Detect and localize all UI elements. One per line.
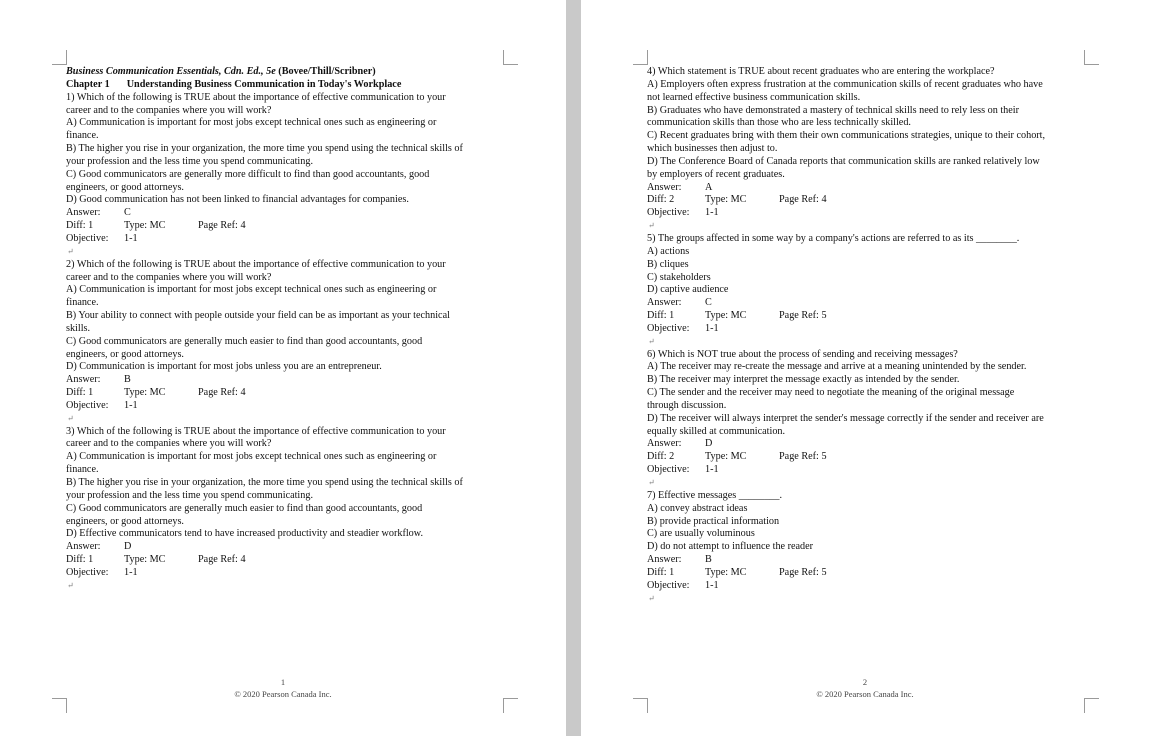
empty-paragraph	[66, 580, 516, 593]
diff-label: Diff:	[66, 387, 86, 399]
paragraph-mark-icon: ↵	[648, 221, 655, 231]
question-list	[647, 66, 1099, 605]
meta-row	[647, 567, 1099, 580]
paragraph-mark-icon: ↵	[648, 593, 655, 603]
copyright-footer: © 2020 Pearson Canada Inc.	[234, 689, 332, 699]
margin-marker-top-left	[52, 50, 67, 65]
page-ref-label: Page Ref:	[198, 387, 238, 399]
page-number: 2	[862, 677, 868, 687]
diff-field	[66, 387, 124, 400]
type-field	[124, 387, 198, 400]
objective-value: 1-1	[124, 566, 138, 578]
diff-label: Diff:	[66, 554, 86, 566]
question-line: not learned effective business communication skills.	[647, 91, 861, 103]
question-block	[66, 259, 516, 426]
page-ref-value: 4	[240, 220, 246, 232]
diff-label: Diff:	[647, 194, 667, 206]
question-line: C) Recent graduates bring with them their own communications strategies, unique to their cohort,	[647, 130, 1046, 142]
question-block	[647, 233, 1099, 349]
page-ref-value: 5	[821, 310, 827, 322]
objective-value: 1-1	[705, 207, 719, 219]
answer-value: B	[705, 554, 712, 566]
type-label: Type:	[705, 194, 729, 206]
page-ref-value: 5	[821, 451, 827, 463]
page-ref-label: Page Ref:	[779, 566, 819, 578]
type-value: MC	[149, 220, 166, 232]
page-ref-field	[779, 194, 879, 207]
question-stem: 1) Which of the following is TRUE about the importance of effective communication to your	[66, 91, 446, 103]
type-label: Type:	[705, 451, 729, 463]
objective-label: Objective:	[66, 566, 109, 578]
meta-row	[66, 220, 516, 233]
page-content[interactable]	[647, 66, 1099, 605]
objective-row	[647, 580, 1099, 593]
question-stem: 4) Which statement is TRUE about recent graduates who are entering the workplace?	[647, 66, 995, 77]
answer-value: D	[705, 438, 713, 450]
objective-row	[647, 207, 1099, 220]
objective-label: Objective:	[647, 579, 690, 591]
question-line: skills.	[66, 322, 91, 334]
diff-field	[647, 451, 705, 464]
question-line: your profession and the less time you spend communicating.	[66, 155, 314, 167]
answer-label: Answer:	[647, 438, 682, 450]
type-label: Type:	[705, 310, 729, 322]
page-number: 1	[280, 677, 286, 687]
question-line: B) The higher you rise in your organization, the more time you spend using the technical skills of	[66, 143, 463, 155]
answer-row	[66, 207, 516, 220]
diff-value: 2	[669, 451, 675, 463]
question-line: C) Good communicators are generally much easier to find than good accountants, good	[66, 502, 423, 514]
objective-value: 1-1	[124, 399, 138, 411]
question-line: A) actions	[647, 245, 690, 257]
empty-paragraph	[647, 593, 1099, 606]
type-field	[124, 554, 198, 567]
document-page-2	[581, 0, 1149, 736]
diff-value: 2	[669, 194, 675, 206]
margin-marker-bottom-right	[503, 698, 518, 713]
answer-row	[647, 182, 1099, 195]
question-list	[66, 92, 516, 593]
question-block	[647, 66, 1099, 233]
objective-label: Objective:	[66, 232, 109, 244]
diff-label: Diff:	[66, 220, 86, 232]
objective-row	[66, 567, 516, 580]
question-line: finance.	[66, 130, 99, 142]
question-line: equally skilled at communication.	[647, 425, 786, 437]
diff-field	[647, 567, 705, 580]
meta-row	[66, 387, 516, 400]
objective-value: 1-1	[705, 322, 719, 334]
objective-label: Objective:	[647, 322, 690, 334]
question-line: C) The sender and the receiver may need to negotiate the meaning of the original message	[647, 387, 1015, 399]
page-ref-label: Page Ref:	[198, 554, 238, 566]
type-field	[705, 567, 779, 580]
question-line: A) convey abstract ideas	[647, 502, 748, 514]
diff-field	[66, 220, 124, 233]
answer-row	[647, 438, 1099, 451]
question-line: which businesses then adjust to.	[647, 143, 778, 155]
question-line: finance.	[66, 464, 99, 476]
question-line: engineers, or good attorneys.	[66, 348, 184, 360]
diff-value: 1	[88, 220, 94, 232]
question-stem: 3) Which of the following is TRUE about the importance of effective communication to your	[66, 425, 446, 437]
objective-row	[647, 464, 1099, 477]
answer-value: A	[705, 181, 713, 193]
question-line: B) Your ability to connect with people outside your field can be as important as your technical	[66, 310, 450, 322]
diff-field	[647, 194, 705, 207]
answer-value: C	[124, 207, 131, 219]
question-line: D) Effective communicators tend to have increased productivity and steadier workflow.	[66, 528, 424, 540]
objective-row	[66, 233, 516, 246]
question-line: career and to the companies where you will work?	[66, 438, 272, 450]
question-line: D) Good communication has not been linked to financial advantages for companies.	[66, 194, 409, 206]
question-line: B) The higher you rise in your organization, the more time you spend using the technical skills of	[66, 477, 463, 488]
empty-paragraph	[647, 336, 1099, 349]
meta-row	[66, 554, 516, 567]
empty-paragraph	[66, 246, 516, 259]
empty-paragraph	[647, 477, 1099, 490]
page-ref-value: 4	[240, 554, 246, 566]
objective-row	[66, 400, 516, 413]
question-line: B) The receiver may interpret the message exactly as intended by the sender.	[647, 374, 960, 386]
question-stem: 5) The groups affected in some way by a company's actions are referred to as its ________.	[647, 232, 1020, 244]
answer-value: C	[705, 297, 712, 309]
page-ref-field	[779, 451, 879, 464]
copyright-footer: © 2020 Pearson Canada Inc.	[816, 689, 914, 699]
meta-row	[647, 310, 1099, 323]
page-ref-label: Page Ref:	[779, 310, 819, 322]
question-line: C) stakeholders	[647, 271, 711, 283]
type-field	[124, 220, 198, 233]
page-ref-value: 5	[821, 566, 827, 578]
type-label: Type:	[124, 554, 148, 566]
answer-row	[66, 541, 516, 554]
book-title-line: Business Communication Essentials, Cdn. Ed., 5e (Bovee/Thill/Scribner)	[66, 66, 376, 77]
page-ref-field	[779, 310, 879, 323]
paragraph-mark-icon: ↵	[648, 478, 655, 487]
question-line: communication skills than those who are less technically skilled.	[647, 117, 911, 129]
question-line: D) The Conference Board of Canada reports that communication skills are ranked relatively low	[647, 155, 1040, 167]
margin-marker-bottom-left	[52, 698, 67, 713]
paragraph-mark-icon: ↵	[648, 336, 655, 346]
question-line: A) The receiver may re-create the message and arrive at a meaning unintended by the sender.	[647, 361, 1027, 373]
type-value: MC	[730, 194, 747, 206]
question-stem: 7) Effective messages ________.	[647, 489, 783, 501]
diff-field	[647, 310, 705, 323]
page-ref-field	[198, 554, 298, 567]
question-line: A) Communication is important for most jobs except technical ones such as engineering or	[66, 451, 437, 463]
objective-value: 1-1	[705, 464, 719, 476]
margin-marker-top-left	[633, 50, 648, 65]
paragraph-mark-icon: ↵	[67, 246, 74, 256]
meta-row	[647, 194, 1099, 207]
objective-label: Objective:	[647, 207, 690, 219]
page-gutter	[566, 0, 581, 736]
question-line: C) are usually voluminous	[647, 528, 755, 540]
diff-label: Diff:	[647, 310, 667, 322]
paragraph-mark-icon: ↵	[67, 413, 74, 423]
page-ref-label: Page Ref:	[779, 451, 819, 463]
objective-label: Objective:	[66, 399, 109, 411]
page-content[interactable]	[66, 66, 516, 593]
question-line: through discussion.	[647, 399, 727, 411]
question-line: B) Graduates who have demonstrated a mastery of technical skills need to rely less on their	[647, 104, 1020, 116]
question-line: C) Good communicators are generally more difficult to find than good accountants, good	[66, 168, 430, 180]
type-field	[705, 310, 779, 323]
paragraph-mark-icon: ↵	[67, 580, 74, 590]
answer-label: Answer:	[647, 554, 682, 566]
answer-label: Answer:	[647, 181, 682, 193]
answer-label: Answer:	[647, 297, 682, 309]
answer-row	[66, 374, 516, 387]
question-stem: 2) Which of the following is TRUE about the importance of effective communication to your	[66, 258, 446, 270]
diff-value: 1	[88, 554, 94, 566]
page-ref-label: Page Ref:	[779, 194, 819, 206]
type-label: Type:	[705, 566, 729, 578]
page-ref-label: Page Ref:	[198, 220, 238, 232]
type-label: Type:	[124, 387, 148, 399]
answer-row	[647, 554, 1099, 567]
question-line: B) cliques	[647, 258, 689, 270]
empty-paragraph	[647, 220, 1099, 233]
question-line: career and to the companies where you will work?	[66, 104, 272, 116]
question-line: D) do not attempt to influence the reader	[647, 541, 814, 553]
question-line: engineers, or good attorneys.	[66, 181, 184, 193]
page-ref-field	[779, 567, 879, 580]
diff-label: Diff:	[647, 451, 667, 463]
objective-value: 1-1	[124, 232, 138, 244]
type-value: MC	[149, 387, 166, 399]
question-stem: 6) Which is NOT true about the process of sending and receiving messages?	[647, 348, 958, 360]
type-value: MC	[149, 554, 166, 566]
margin-marker-bottom-right	[1084, 698, 1099, 713]
answer-value: B	[124, 374, 131, 386]
empty-paragraph	[66, 413, 516, 426]
page-ref-value: 4	[240, 387, 246, 399]
question-line: D) captive audience	[647, 284, 729, 296]
question-line: by employers of recent graduates.	[647, 168, 785, 180]
margin-marker-bottom-left	[633, 698, 648, 713]
question-line: D) The receiver will always interpret the sender's message correctly if the sender and receiver are	[647, 412, 1044, 424]
question-line: B) provide practical information	[647, 515, 780, 527]
answer-label: Answer:	[66, 207, 101, 219]
diff-value: 1	[88, 387, 94, 399]
question-line: A) Communication is important for most jobs except technical ones such as engineering or	[66, 284, 437, 296]
answer-value: D	[124, 541, 132, 553]
type-field	[705, 194, 779, 207]
question-line: engineers, or good attorneys.	[66, 515, 184, 527]
question-block	[647, 490, 1099, 606]
question-line: career and to the companies where you will work?	[66, 271, 272, 283]
question-line: A) Communication is important for most jobs except technical ones such as engineering or	[66, 117, 437, 129]
margin-marker-top-right	[503, 50, 518, 65]
objective-value: 1-1	[705, 579, 719, 591]
objective-row	[647, 323, 1099, 336]
answer-label: Answer:	[66, 374, 101, 386]
question-line: your profession and the less time you spend communicating.	[66, 489, 314, 501]
question-line: A) Employers often express frustration at the communication skills of recent graduates who have	[647, 78, 1043, 90]
question-line: C) Good communicators are generally much easier to find than good accountants, good	[66, 335, 423, 347]
meta-row	[647, 451, 1099, 464]
question-block	[66, 92, 516, 259]
page-ref-field	[198, 220, 298, 233]
type-value: MC	[730, 566, 747, 578]
diff-label: Diff:	[647, 566, 667, 578]
question-block	[66, 426, 516, 593]
type-value: MC	[730, 451, 747, 463]
document-page-1	[0, 0, 566, 736]
chapter-heading: Chapter 1 Understanding Business Communication in Today's Workplace	[66, 78, 402, 90]
objective-label: Objective:	[647, 464, 690, 476]
type-value: MC	[730, 310, 747, 322]
page-ref-field	[198, 387, 298, 400]
diff-field	[66, 554, 124, 567]
page-ref-value: 4	[821, 194, 827, 206]
answer-label: Answer:	[66, 541, 101, 553]
margin-marker-top-right	[1084, 50, 1099, 65]
type-label: Type:	[124, 220, 148, 232]
type-field	[705, 451, 779, 464]
question-line: finance.	[66, 297, 99, 309]
diff-value: 1	[669, 566, 675, 578]
answer-row	[647, 297, 1099, 310]
question-line: D) Communication is important for most jobs unless you are an entrepreneur.	[66, 361, 382, 373]
diff-value: 1	[669, 310, 675, 322]
question-block	[647, 349, 1099, 490]
